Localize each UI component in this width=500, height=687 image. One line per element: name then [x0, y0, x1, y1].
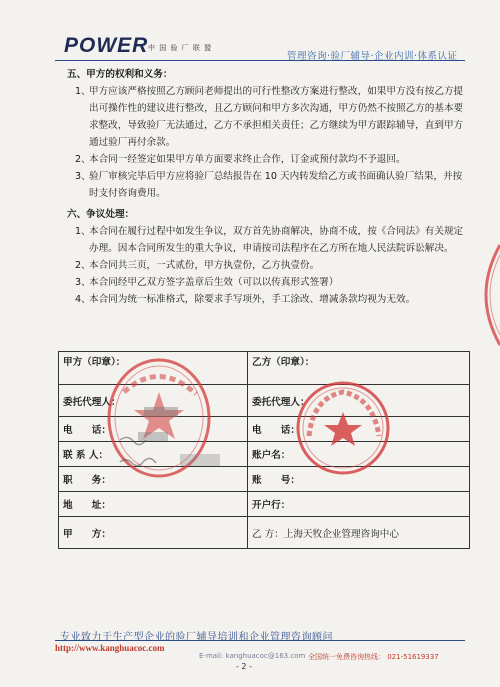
party-b-bank-cell	[248, 492, 470, 517]
party-b-phone-label: 电 话：	[252, 425, 300, 436]
clause-item	[50, 274, 470, 291]
clause-item	[50, 223, 470, 257]
page-number: - 2 -	[236, 662, 252, 671]
party-b-account-no-label: 账 号：	[252, 475, 300, 486]
party-b-account-no-cell	[248, 467, 470, 492]
clause-index: 4、	[75, 294, 91, 305]
party-a-contact-cell	[59, 442, 248, 467]
party-a-title-cell	[59, 467, 248, 492]
party-a-phone-label: 电 话：	[63, 425, 111, 436]
party-b-agent-label: 委托代理人：	[252, 396, 310, 408]
footer-divider	[55, 640, 465, 641]
party-b-account-name-cell	[248, 442, 470, 467]
party-b-account-name-label: 账户名：	[252, 450, 291, 461]
brand-logo: POWER	[64, 34, 149, 57]
party-a-agent-label: 委托代理人：	[63, 396, 121, 408]
party-b-agent-cell	[248, 385, 470, 417]
party-a-address-cell	[59, 492, 248, 517]
party-b-seal-cell	[248, 352, 470, 385]
clause-item	[50, 151, 470, 168]
party-b-phone-cell	[248, 417, 470, 442]
party-a-name-cell	[59, 517, 248, 549]
party-a-seal-cell	[59, 352, 248, 385]
section-title-rights: 五、甲方的权利和义务：	[67, 69, 173, 80]
header-divider	[55, 60, 465, 61]
party-a-agent-cell	[59, 385, 248, 417]
footer-slogan: 专业致力于生产型企业的验厂辅导培训和企业管理咨询顾问	[60, 632, 333, 643]
contact-hotline: 全国统一免费咨询热线： 021-51619337	[308, 653, 439, 661]
clause-index: 3、	[75, 171, 91, 182]
clause-text: 本合同一经签定如果甲方单方面要求终止合作，订金或预付款均不予退回。	[89, 154, 406, 165]
clause-item	[50, 291, 470, 308]
clause-text: 验厂审核完毕后甲方应将验厂总结报告在 10 天内转发给乙方或书面确认验厂结果，并按时支付咨询费用。	[89, 171, 463, 199]
party-b-name-label: 乙 方：上海天牧企业管理咨询中心	[252, 528, 399, 540]
party-b-name-cell	[248, 517, 470, 549]
brand-subtitle: 中 国 验 厂 联 盟	[148, 44, 213, 52]
clause-item	[50, 257, 470, 274]
clause-index: 2、	[75, 260, 91, 271]
party-a-phone-cell	[59, 417, 248, 442]
signature-table	[58, 351, 470, 549]
clause-item	[50, 168, 470, 202]
clause-index: 1、	[75, 86, 91, 97]
party-a-contact-label: 联 系 人：	[63, 450, 109, 461]
clause-item	[50, 83, 470, 151]
clause-index: 3、	[75, 277, 91, 288]
contract-body	[50, 66, 470, 308]
clause-index: 2、	[75, 154, 91, 165]
party-a-address-label: 地 址：	[63, 500, 111, 511]
clause-text: 本合同为统一标准格式，除要求手写项外，手工涂改、增减条款均视为无效。	[89, 294, 416, 305]
contact-email[interactable]: E-mail: kanghuacoc@163.com	[199, 652, 306, 660]
page-header	[0, 0, 500, 66]
header-slogan: 管理咨询·验厂辅导·企业内训·体系认证	[287, 51, 458, 62]
party-a-title-label: 职 务：	[63, 475, 111, 486]
clause-text: 甲方应该严格按照乙方顾问老师提出的可行性整改方案进行整改，如果甲方没有按乙方提出可操作性的建议进行整改，且乙方顾问和甲方多次沟通，甲方仍然不按照乙方的基本要求整改，导致验厂无法通过，乙方不承担相关责任；乙方继续为甲方跟踪辅导，直到甲方通过验厂再付余款。	[89, 86, 464, 148]
party-a-name-label: 甲 方：	[63, 528, 111, 540]
clause-text: 本合同共三页，一式贰份，甲方执壹份，乙方执壹份。	[89, 260, 320, 271]
website-link[interactable]: http://www.kanghuacoc.com	[55, 643, 165, 653]
clause-index: 1、	[75, 226, 91, 237]
seam-seal	[470, 240, 500, 350]
party-b-seal-label: 乙方（印章）：	[252, 357, 315, 368]
party-b-bank-label: 开户行：	[252, 500, 291, 511]
clause-text: 本合同经甲乙双方签字盖章后生效（可以以传真形式签署）	[89, 277, 339, 288]
party-a-seal-label: 甲方（印章）：	[63, 357, 126, 368]
clause-text: 本合同在履行过程中如发生争议，双方首先协商解决，协商不成，按《合同法》有关规定办理。因本合同所发生的重大争议，申请按司法程序在乙方所在地人民法院诉讼解决。	[89, 226, 464, 254]
section-title-disputes: 六、争议处理：	[67, 209, 135, 220]
